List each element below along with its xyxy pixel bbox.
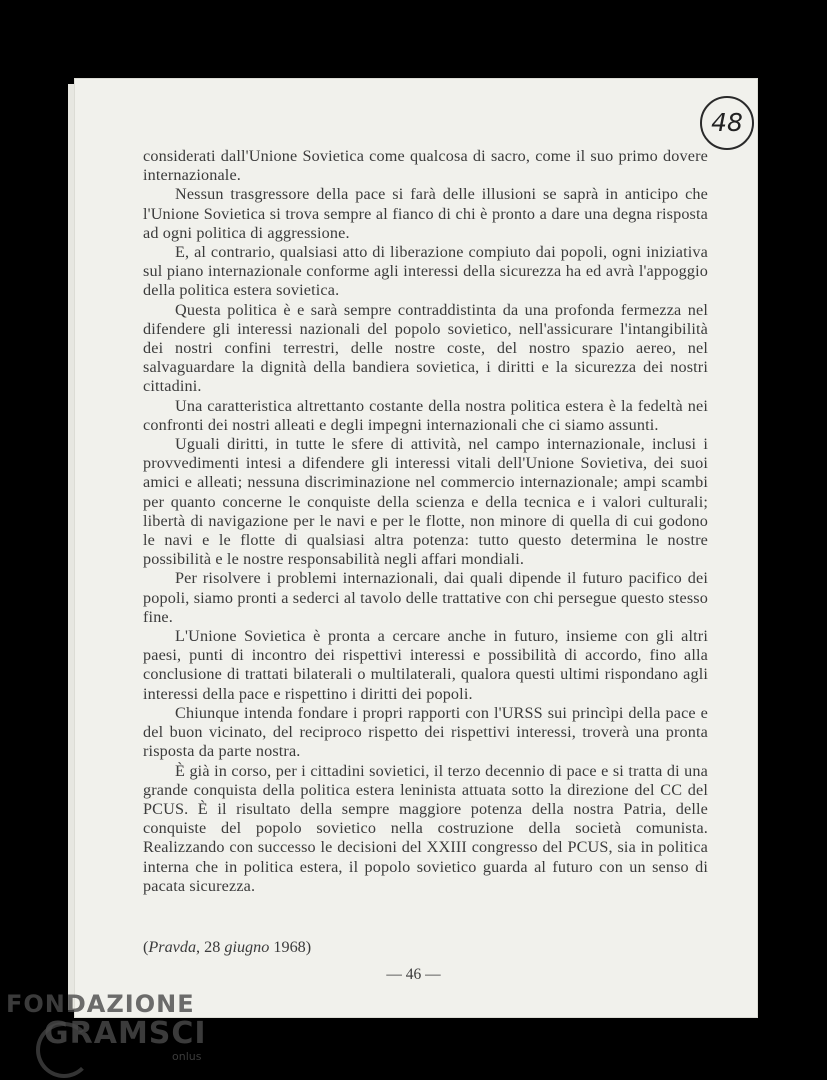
publication-month: giugno xyxy=(224,938,270,956)
paragraph: Questa politica è e sarà sempre contraddistinta da una profonda fermezza nel difendere gli interessi nazionali del popolo sovietico, nell'assicurare l'intangibilità dei nostri confini terrestri, delle nostre coste, del nostro spazio aereo, nel salvaguardare la dignità della bandiera sovietica, i diritti e la sicurezza dei nostri cittadini. xyxy=(143,300,708,396)
watermark-line1: FONDAZIONE xyxy=(6,990,195,1018)
source-citation: (Pravda, 28 giugno 1968) xyxy=(143,938,312,956)
watermark-line2: GRAMSCI xyxy=(44,1016,207,1051)
article-body xyxy=(143,147,708,896)
watermark-line3: onlus xyxy=(172,1050,202,1063)
paragraph: L'Unione Sovietica è pronta a cercare anche in futuro, insieme con gli altri paesi, punti di incontro dei rispettivi interessi e possibilità di accordo, fino alla conclusione di trattati bilaterali o multilaterali, qualora questi ultimi rispondano agli interessi della pace e rispettino i diritti dei popoli. xyxy=(143,627,708,703)
paragraph: Una caratteristica altrettanto costante della nostra politica estera è la fedeltà nei confronti dei nostri alleati e degli impegni internazionali che ci siamo assunti. xyxy=(143,396,708,434)
paragraph: Nessun trasgressore della pace si farà delle illusioni se saprà in anticipo che l'Unione Sovietica si trova sempre al fianco di chi è pronto a dare una degna risposta ad ogni politica di aggressione. xyxy=(143,185,708,242)
paragraph: considerati dall'Unione Sovietica come qualcosa di sacro, come il suo primo dovere internazionale. xyxy=(143,147,708,185)
paragraph: Chiunque intenda fondare i propri rapporti con l'URSS sui princìpi della pace e del buon vicinato, del reciproco rispetto dei rispettivi interessi, troverà una pronta risposta da parte nostra. xyxy=(143,703,708,761)
publication-name: Pravda xyxy=(148,938,197,956)
archive-watermark xyxy=(6,990,226,1075)
handwritten-page-annotation: 48 xyxy=(700,96,754,150)
paragraph: È già in corso, per i cittadini sovietici, il terzo decennio di pace e si tratta di una grande conquista della politica estera leninista attuata sotto la direzione del CC del PCUS. È il risultato della sempre maggiore potenza della nostra Patria, delle conquiste del popolo sovietico nella costruzione della società comunista. Realizzando con successo le decisioni del XXIII congresso del PCUS, sia in politica interna che in politica estera, il popolo sovietico guarda al futuro con un senso di pacata sicurezza. xyxy=(143,761,708,895)
paragraph: E, al contrario, qualsiasi atto di liberazione compiuto dai popoli, ogni iniziativa sul piano internazionale conforme agli interessi della sicurezza ha ed avrà l'appoggio della politica estera sovietica. xyxy=(143,243,708,300)
page-number: — 46 — xyxy=(386,966,441,983)
paragraph: Per risolvere i problemi internazionali, dai quali dipende il futuro pacifico dei popoli, siamo pronti a sederci al tavolo delle trattative con chi persegue questo stesso fine. xyxy=(143,569,708,626)
paragraph: Uguali diritti, in tutte le sfere di attività, nel campo internazionale, inclusi i provvedimenti intesi a difendere gli interessi vitali dell'Unione Sovietiva, dei suoi amici e alleati; nessuna discriminazione nel commercio internazionale; ampi scambi per quanto concerne le conquiste della scienza e della tecnica e i valori culturali; libertà di navigazione per le navi e per le flotte, non minore di quella di cui godono le navi e le flotte di qualsiasi altra potenza: tutto questo determina le nostre possibilità e le nostre responsabilità negli affari mondiali. xyxy=(143,435,708,569)
